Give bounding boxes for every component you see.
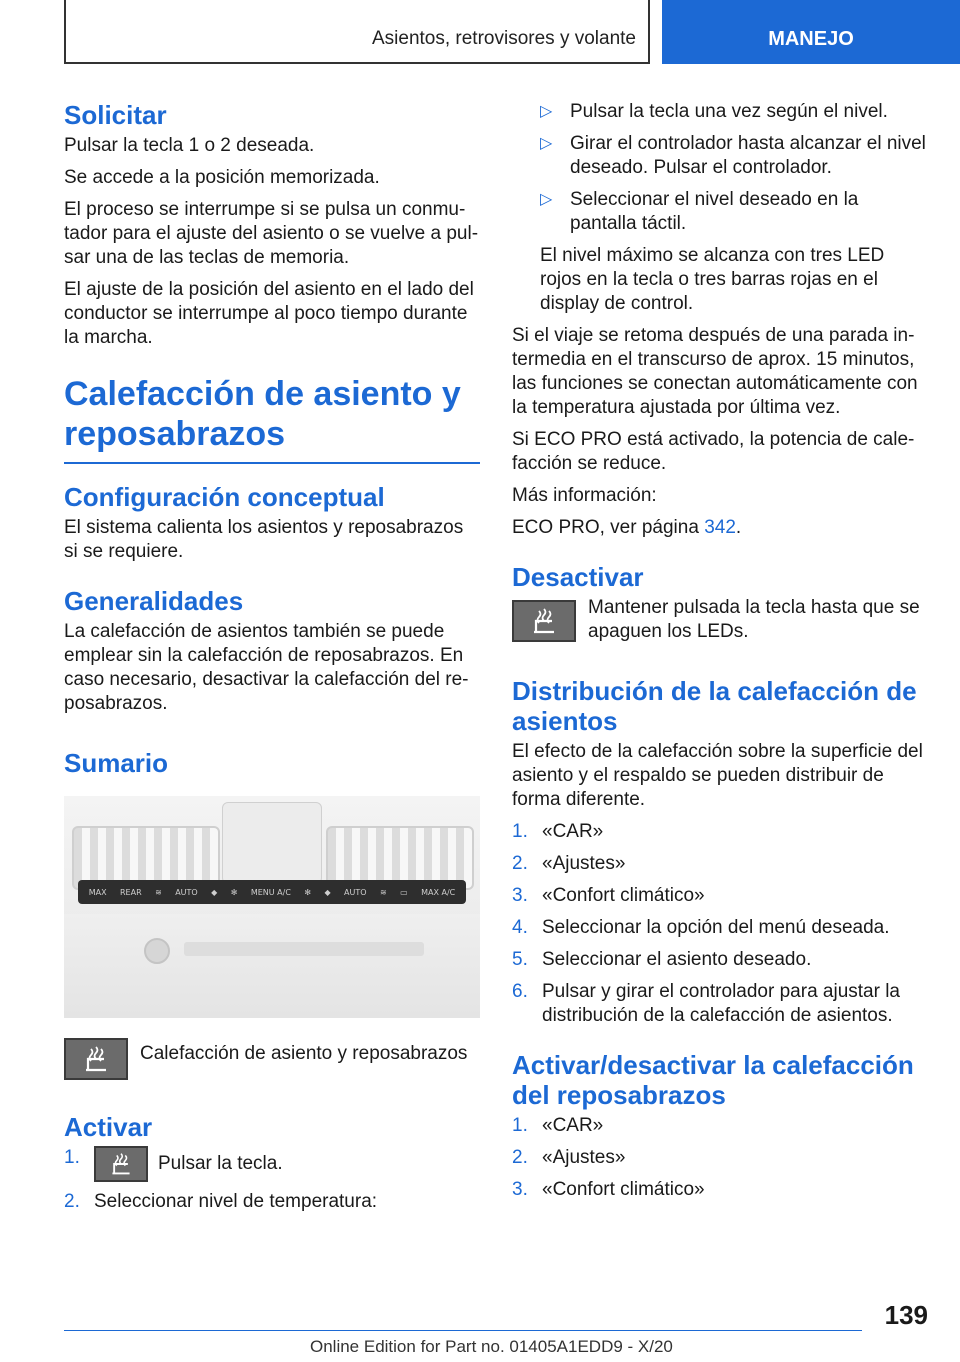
panel-button: AUTO — [175, 887, 198, 897]
paragraph: El ajuste de la posición del asiento en el lado del conductor se interrumpe al poco tiempo durante la marcha. — [64, 279, 474, 348]
triangle-bullet-icon: ▷ — [540, 103, 553, 120]
heading-solicitar: Solicitar — [64, 100, 167, 130]
eco-pro-reference — [512, 516, 930, 540]
list-item — [512, 820, 930, 844]
reference-dot: . — [735, 517, 742, 538]
control-knob — [144, 938, 170, 964]
chapter-tab — [662, 0, 960, 64]
paragraph: El sistema calienta los asientos y reposabrazos si se requiere. — [64, 517, 464, 562]
step-number: 5. — [512, 949, 528, 970]
paragraph: Se accede a la posición memorizada. — [64, 167, 380, 188]
section-title: Asientos, retrovisores y volante — [371, 28, 636, 49]
list-item — [512, 1178, 930, 1202]
activar-steps — [64, 1146, 480, 1214]
list-item — [512, 884, 930, 908]
seat-heating-icon — [512, 600, 576, 642]
page-header — [64, 0, 960, 64]
list-item — [540, 100, 930, 124]
page-number: 139 — [884, 1300, 928, 1330]
center-display-unit — [222, 802, 322, 884]
paragraph: El efecto de la calefacción sobre la superficie del asiento y el respaldo se pueden distribuir de forma diferente. — [512, 741, 923, 810]
step-text: «CAR» — [542, 1115, 604, 1136]
step-number: 2. — [64, 1191, 80, 1212]
list-item — [512, 980, 930, 1028]
heading-activar: Activar — [64, 1112, 153, 1142]
bullet-text: Girar el controlador hasta alcanzar el nivel deseado. Pulsar el controlador. — [570, 133, 926, 178]
panel-button: REAR — [119, 887, 142, 897]
step-text: «CAR» — [542, 821, 604, 842]
icon-caption: Calefacción de asiento y reposabrazos — [140, 1043, 468, 1064]
bullet-text: Pulsar la tecla una vez según el nivel. — [570, 101, 888, 122]
fan-icon: ✻ — [304, 887, 312, 897]
edition-text: Online Edition for Part no. 01405A1EDD9 - X/20 — [310, 1337, 673, 1356]
step-text: «Ajustes» — [542, 853, 626, 874]
heading-generalidades: Generalidades — [64, 586, 244, 616]
step-text: Seleccionar nivel de temperatura: — [94, 1191, 378, 1212]
bullet-text: Seleccionar el nivel deseado en la pantalla táctil. — [570, 189, 859, 234]
desactivar-row — [512, 597, 930, 644]
step-text: «Confort climático» — [542, 885, 705, 906]
page-link[interactable]: 342 — [704, 517, 736, 538]
seat-heating-legend — [64, 1038, 480, 1080]
paragraph: Si ECO PRO está activado, la potencia de cale‐ facción se reduce. — [512, 429, 915, 474]
step-number: 2. — [512, 853, 528, 874]
list-item — [512, 1146, 930, 1170]
paragraph: Más información: — [512, 485, 657, 506]
seat-heating-icon — [94, 1146, 148, 1182]
reference-text: ECO PRO, ver página — [512, 517, 705, 538]
paragraph: El nivel máximo se alcanza con tres LED rojos en la tecla o tres barras rojas en el display de control. — [540, 245, 885, 314]
heading-desactivar: Desactivar — [512, 562, 644, 592]
list-item — [64, 1146, 480, 1182]
seat-heating-icon — [64, 1038, 128, 1080]
footer-divider — [64, 1330, 862, 1331]
climate-panel-photo — [64, 796, 480, 1018]
panel-button: MAX — [88, 887, 107, 897]
step-number: 6. — [512, 981, 528, 1002]
panel-slot — [184, 942, 424, 956]
desactivar-text: Mantener pulsada la tecla hasta que se apaguen los LEDs. — [588, 597, 920, 642]
step-text: Pulsar y girar el controlador para ajustar la distribución de la calefacción de asientos. — [542, 981, 901, 1026]
paragraph: El proceso se interrumpe si se pulsa un conmu‐ tador para el ajuste del asiento o se vuelve a pul‐ sar una de las teclas de memoria. — [64, 199, 479, 268]
seat-heat-icon: ≋ — [155, 887, 162, 897]
left-column — [64, 100, 480, 1222]
list-item — [512, 916, 930, 940]
list-item — [540, 188, 930, 236]
step-text: Pulsar la tecla. — [158, 1153, 283, 1175]
step-text: Seleccionar la opción del menú deseada. — [542, 917, 890, 938]
chapter-title: MANEJO — [768, 28, 854, 50]
step-number: 1. — [512, 821, 528, 842]
step-number: 1. — [64, 1147, 80, 1168]
right-column — [512, 100, 930, 1210]
step-text: «Confort climático» — [542, 1179, 705, 1200]
heading-configuracion: Configuración conceptual — [64, 482, 385, 512]
car-icon: ▭ — [400, 887, 408, 897]
list-item — [512, 852, 930, 876]
reposabrazos-steps — [512, 1114, 930, 1202]
heading-distribucion: Distribución de la calefacción de asientos — [512, 676, 917, 736]
step-number: 4. — [512, 917, 528, 938]
triangle-bullet-icon: ▷ — [540, 191, 553, 208]
step-number: 3. — [512, 1179, 528, 1200]
seat-heat-icon: ≋ — [379, 887, 387, 897]
panel-button: MAX A/C — [421, 887, 456, 897]
climate-button-bar — [78, 880, 466, 904]
heading-reposabrazos: Activar/desactivar la calefacción del reposabrazos — [512, 1050, 914, 1110]
step-number: 2. — [512, 1147, 528, 1168]
temp-rocker-icon: ◆ — [324, 887, 331, 897]
section-header — [64, 0, 650, 64]
list-item — [540, 132, 930, 180]
step-number: 1. — [512, 1115, 528, 1136]
temperature-options — [540, 100, 930, 236]
list-item — [512, 1114, 930, 1138]
step-text: Seleccionar el asiento deseado. — [542, 949, 812, 970]
step-number: 3. — [512, 885, 528, 906]
triangle-bullet-icon: ▷ — [540, 135, 553, 152]
fan-icon: ✻ — [230, 887, 238, 897]
paragraph: Pulsar la tecla 1 o 2 deseada. — [64, 135, 315, 156]
panel-button: AUTO — [344, 887, 367, 897]
panel-lower-trim — [64, 914, 480, 1018]
distribucion-steps — [512, 820, 930, 1028]
main-heading: Calefacción de asiento y reposabrazos — [64, 374, 480, 464]
paragraph: Si el viaje se retoma después de una parada in‐ termedia en el transcurso de aprox. 15 minutos, las funciones se conectan automáticamente con la temperatura ajustada por última vez. — [512, 325, 918, 418]
paragraph: La calefacción de asientos también se puede emplear sin la calefacción de reposabrazos. En caso necesario, desactivar la calefacción del re‐ posabrazos. — [64, 621, 469, 714]
step-text: «Ajustes» — [542, 1147, 626, 1168]
panel-button: MENU A/C — [250, 887, 291, 897]
heading-sumario: Sumario — [64, 748, 169, 778]
temp-rocker-icon: ◆ — [211, 887, 218, 897]
list-item — [512, 948, 930, 972]
list-item — [64, 1190, 480, 1214]
